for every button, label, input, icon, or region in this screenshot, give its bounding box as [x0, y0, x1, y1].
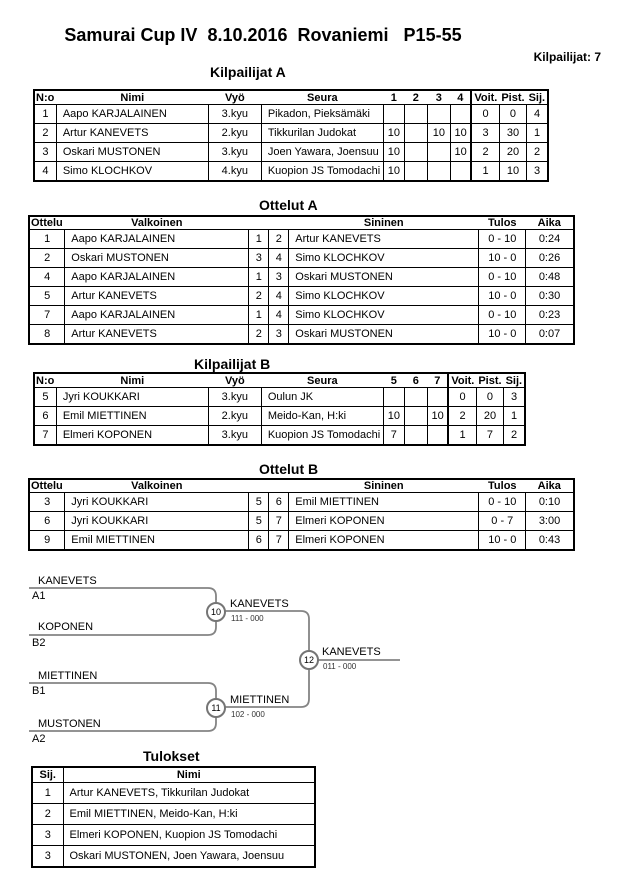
cell: 3 — [269, 325, 289, 345]
cell: Emil MIETTINEN — [65, 531, 249, 551]
cell: 7 — [269, 512, 289, 531]
cell — [383, 105, 404, 124]
cell: 2 — [527, 143, 549, 162]
cell: Emil MIETTINEN — [56, 407, 208, 426]
cell — [427, 105, 450, 124]
cell: 3 — [249, 249, 269, 268]
cell: 3 — [32, 846, 63, 868]
cell: Artur KANEVETS, Tikkurilan Judokat — [63, 783, 315, 804]
cell: 1 — [527, 124, 549, 143]
cell: 1 — [32, 783, 63, 804]
cell: Artur KANEVETS — [56, 124, 208, 143]
table-row — [32, 846, 315, 868]
column-header: Sij. — [39, 769, 56, 781]
table-row — [34, 105, 548, 124]
cell: 2 — [34, 124, 56, 143]
cell — [404, 143, 427, 162]
ottelut-b-table — [28, 478, 575, 551]
table-row — [29, 268, 574, 287]
column-header: Tulos — [488, 480, 517, 492]
cell — [404, 162, 427, 182]
cell: 10 — [427, 407, 448, 426]
cell: Simo KLOCHKOV — [56, 162, 208, 182]
cell: 4 — [269, 306, 289, 325]
match-score-label: 011 - 000 — [323, 662, 357, 671]
section-heading-tulokset: Tulokset — [143, 748, 200, 764]
cell: Oulun JK — [261, 388, 383, 407]
table-row — [29, 531, 574, 551]
cell: 0 - 10 — [479, 230, 526, 249]
cell: 0 - 10 — [479, 306, 526, 325]
column-header — [269, 216, 289, 230]
section-heading-kilpailijat-b: Kilpailijat B — [194, 356, 271, 372]
cell: 10 - 0 — [479, 531, 526, 551]
cell: 3.kyu — [208, 388, 261, 407]
cell: Artur KANEVETS — [65, 325, 249, 345]
cell: 3.kyu — [208, 426, 261, 446]
table-row — [34, 426, 525, 446]
cell — [427, 162, 450, 182]
cell: Pikadon, Pieksämäki — [261, 105, 383, 124]
cell: 1 — [29, 230, 65, 249]
cell: Aapo KARJALAINEN — [56, 105, 208, 124]
cell — [404, 124, 427, 143]
cell: 3 — [34, 143, 56, 162]
cell: 10 — [499, 162, 526, 182]
column-header: Sij. — [528, 91, 546, 104]
section-heading-kilpailijat-a: Kilpailijat A — [210, 64, 286, 80]
section-heading-ottelut-b: Ottelut B — [259, 461, 319, 477]
table-row — [29, 306, 574, 325]
cell: 30 — [499, 124, 526, 143]
match-score-label: 102 - 000 — [231, 710, 265, 719]
cell: Elmeri KOPONEN — [56, 426, 208, 446]
cell: 4 — [269, 249, 289, 268]
cell: 1 — [448, 426, 476, 446]
cell: 4 — [527, 105, 549, 124]
column-header: Sij. — [505, 374, 523, 387]
cell: 10 — [383, 143, 404, 162]
cell: 3.kyu — [208, 105, 261, 124]
column-header: Seura — [307, 91, 338, 104]
cell — [404, 105, 427, 124]
cell: 3 — [269, 268, 289, 287]
cell: 3.kyu — [208, 143, 261, 162]
cell: 0 — [448, 388, 476, 407]
column-header: 3 — [435, 91, 442, 104]
cell: 5 — [29, 287, 65, 306]
cell: 1 — [249, 306, 269, 325]
cell: 1 — [34, 105, 56, 124]
cell — [404, 426, 427, 446]
column-header: 5 — [390, 374, 397, 387]
cell — [427, 143, 450, 162]
cell: 0:43 — [526, 531, 574, 551]
cell: Simo KLOCHKOV — [289, 249, 479, 268]
cell: 2 — [29, 249, 65, 268]
column-header: Voit. — [448, 373, 476, 388]
cell: 7 — [269, 531, 289, 551]
column-header: Aika — [537, 480, 561, 492]
cell: 2 — [471, 143, 499, 162]
cell: Oskari MUSTONEN — [289, 268, 479, 287]
cell: Emil MIETTINEN — [289, 493, 479, 512]
cell: 1 — [471, 162, 499, 182]
cell — [427, 388, 448, 407]
column-header: Vyö — [224, 374, 245, 387]
cell: 4 — [29, 268, 65, 287]
cell: 10 — [383, 124, 404, 143]
column-header: 1 — [390, 91, 397, 104]
cell: Oskari MUSTONEN, Joen Yawara, Joensuu — [63, 846, 315, 868]
cell: 0:24 — [526, 230, 574, 249]
cell: 1 — [504, 407, 526, 426]
bracket-slot-name: KANEVETS — [38, 575, 97, 587]
kilpailijat-b-table — [33, 372, 526, 446]
cell: Elmeri KOPONEN — [289, 512, 479, 531]
kilpailijat-a-table — [33, 89, 549, 182]
cell — [450, 105, 471, 124]
cell: 10 — [383, 407, 404, 426]
cell — [383, 388, 404, 407]
cell: 0:26 — [526, 249, 574, 268]
cell: 10 — [383, 162, 404, 182]
cell: 7 — [34, 426, 56, 446]
cell: 2.kyu — [208, 124, 261, 143]
column-header: Valkoinen — [131, 217, 183, 229]
cell: 3 — [32, 825, 63, 846]
tulokset-table — [31, 766, 316, 868]
column-header: Vyö — [224, 91, 245, 104]
cell: 4 — [269, 287, 289, 306]
cell — [404, 407, 427, 426]
cell: 0 - 10 — [479, 493, 526, 512]
column-header: N:o — [36, 91, 55, 104]
cell: 10 - 0 — [479, 325, 526, 345]
cell: 0 — [476, 388, 503, 407]
table-row — [34, 143, 548, 162]
cell: Aapo KARJALAINEN — [65, 306, 249, 325]
cell: 6 — [269, 493, 289, 512]
column-header: Sininen — [363, 217, 404, 229]
cell: Aapo KARJALAINEN — [65, 268, 249, 287]
cell: 0 — [499, 105, 526, 124]
match-winner-label: MIETTINEN — [230, 694, 290, 706]
match-winner-label: KANEVETS — [322, 646, 381, 658]
cell: Artur KANEVETS — [289, 230, 479, 249]
cell: 3 — [527, 162, 549, 182]
cell: 0:30 — [526, 287, 574, 306]
match-number-circle: 10 — [206, 602, 226, 622]
cell: Artur KANEVETS — [65, 287, 249, 306]
cell: 0:23 — [526, 306, 574, 325]
cell: Elmeri KOPONEN, Kuopion JS Tomodachi — [63, 825, 315, 846]
cell: 2.kyu — [208, 407, 261, 426]
table-row — [32, 783, 315, 804]
cell: 10 — [450, 143, 471, 162]
match-number-circle: 12 — [299, 650, 319, 670]
cell: 2 — [269, 230, 289, 249]
cell: 3:00 — [526, 512, 574, 531]
column-header: 4 — [457, 91, 464, 104]
cell: 0 - 7 — [479, 512, 526, 531]
cell: Kuopion JS Tomodachi — [261, 426, 383, 446]
table-row — [34, 124, 548, 143]
bracket-slot-name: MUSTONEN — [38, 718, 101, 730]
cell: 2 — [249, 287, 269, 306]
bracket-seed-label: A1 — [32, 590, 46, 602]
cell: Oskari MUSTONEN — [289, 325, 479, 345]
cell: 7 — [476, 426, 503, 446]
cell: Joen Yawara, Joensuu — [261, 143, 383, 162]
table-row — [29, 325, 574, 345]
bracket-seed-label: A2 — [32, 733, 46, 745]
cell: Elmeri KOPONEN — [289, 531, 479, 551]
section-heading-ottelut-a: Ottelut A — [259, 197, 318, 213]
column-header — [249, 216, 269, 230]
column-header: Pist. — [501, 91, 525, 104]
cell: 20 — [499, 143, 526, 162]
table-row — [34, 162, 548, 182]
match-number-circle: 11 — [206, 698, 226, 718]
cell: 5 — [249, 512, 269, 531]
match-winner-label: KANEVETS — [230, 598, 289, 610]
cell: 6 — [249, 531, 269, 551]
cell: 2 — [32, 804, 63, 825]
cell: 1 — [249, 268, 269, 287]
cell: Tikkurilan Judokat — [261, 124, 383, 143]
table-row — [32, 804, 315, 825]
cell: Simo KLOCHKOV — [289, 287, 479, 306]
cell: 7 — [29, 306, 65, 325]
cell: 10 - 0 — [479, 287, 526, 306]
cell: 6 — [34, 407, 56, 426]
ottelut-a-table — [28, 215, 575, 345]
column-header: Valkoinen — [131, 480, 183, 492]
match-score-label: 111 - 000 — [231, 614, 264, 623]
cell: 3 — [504, 388, 526, 407]
cell: 3 — [29, 493, 65, 512]
cell — [450, 162, 471, 182]
cell: Emil MIETTINEN, Meido-Kan, H:ki — [63, 804, 315, 825]
cell: 2 — [448, 407, 476, 426]
cell — [404, 388, 427, 407]
cell: 1 — [249, 230, 269, 249]
cell: 8 — [29, 325, 65, 345]
cell: 10 — [450, 124, 471, 143]
table-row — [29, 512, 574, 531]
cell: Jyri KOUKKARI — [65, 493, 249, 512]
bracket-slot-name: KOPONEN — [38, 621, 94, 633]
table-row — [34, 388, 525, 407]
column-header: Nimi — [63, 767, 315, 783]
column-header: 6 — [412, 374, 419, 387]
cell: 0:10 — [526, 493, 574, 512]
column-header: 7 — [434, 374, 441, 387]
cell: 20 — [476, 407, 503, 426]
column-header: Ottelu — [31, 217, 63, 229]
column-header: Pist. — [478, 374, 502, 387]
cell: Oskari MUSTONEN — [56, 143, 208, 162]
cell: Meido-Kan, H:ki — [261, 407, 383, 426]
cell: Jyri KOUKKARI — [65, 512, 249, 531]
bracket-seed-label: B2 — [32, 637, 46, 649]
column-header: N:o — [36, 374, 55, 387]
cell — [427, 426, 448, 446]
column-header — [269, 479, 289, 493]
cell: 0 — [471, 105, 499, 124]
cell: Oskari MUSTONEN — [65, 249, 249, 268]
table-row — [29, 493, 574, 512]
column-header: Voit. — [471, 90, 499, 105]
column-header: Seura — [307, 374, 338, 387]
cell: 4.kyu — [208, 162, 261, 182]
cell: 10 — [427, 124, 450, 143]
cell: 7 — [383, 426, 404, 446]
competitors-count-label: Kilpailijat: 7 — [533, 50, 601, 64]
table-row — [32, 825, 315, 846]
column-header: Sininen — [363, 480, 404, 492]
column-header: Nimi — [120, 374, 145, 387]
table-row — [29, 230, 574, 249]
column-header — [249, 479, 269, 493]
cell: 4 — [34, 162, 56, 182]
table-row — [29, 249, 574, 268]
cell: 2 — [249, 325, 269, 345]
cell: 9 — [29, 531, 65, 551]
cell: 6 — [29, 512, 65, 531]
cell: Kuopion JS Tomodachi — [261, 162, 383, 182]
cell: 2 — [504, 426, 526, 446]
cell: 5 — [34, 388, 56, 407]
page-title: Samurai Cup IV 8.10.2016 Rovaniemi P15-55 — [64, 25, 462, 45]
cell: Simo KLOCHKOV — [289, 306, 479, 325]
table-row — [29, 287, 574, 306]
cell: Aapo KARJALAINEN — [65, 230, 249, 249]
bracket-slot-name: MIETTINEN — [38, 670, 98, 682]
cell: Jyri KOUKKARI — [56, 388, 208, 407]
column-header: Nimi — [120, 91, 145, 104]
cell: 0:48 — [526, 268, 574, 287]
cell: 10 - 0 — [479, 249, 526, 268]
column-header: Aika — [537, 217, 561, 229]
table-row — [34, 407, 525, 426]
column-header: Ottelu — [31, 480, 63, 492]
bracket-seed-label: B1 — [32, 685, 46, 697]
cell: 0:07 — [526, 325, 574, 345]
cell: 3 — [471, 124, 499, 143]
column-header: 2 — [412, 91, 419, 104]
cell: 5 — [249, 493, 269, 512]
cell: 0 - 10 — [479, 268, 526, 287]
column-header: Tulos — [488, 217, 517, 229]
